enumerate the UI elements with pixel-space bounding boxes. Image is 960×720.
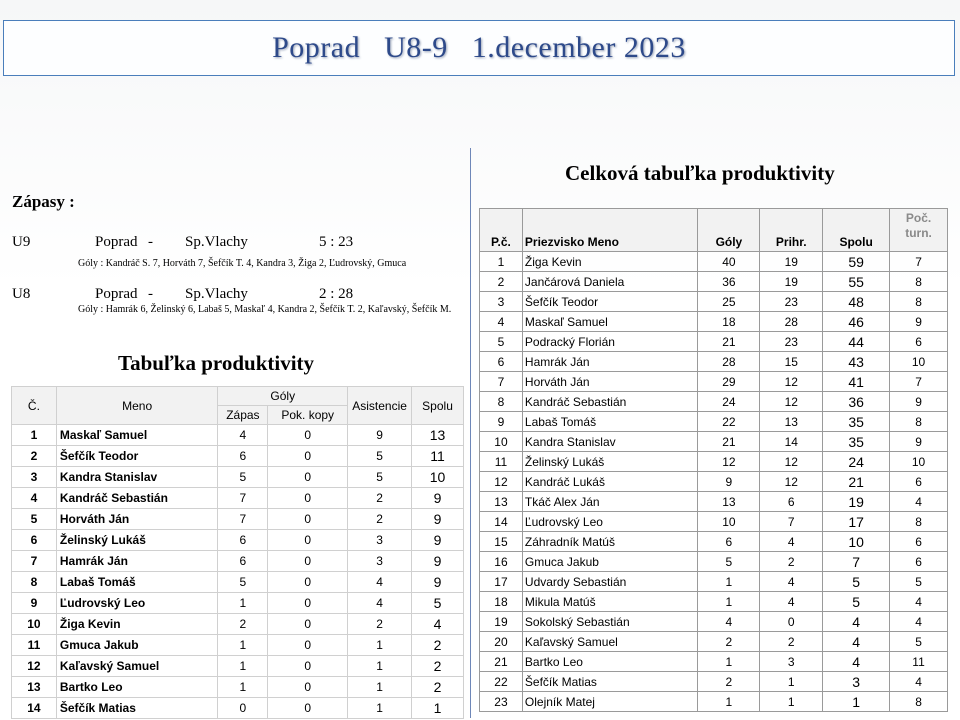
header-zapas: Zápas: [218, 406, 268, 425]
cell-goals: 25: [698, 292, 760, 312]
cell-num: 5: [12, 509, 57, 530]
cell-name: Želinský Lukáš: [522, 452, 698, 472]
header-assists: Asistencie: [348, 387, 412, 425]
cell-name: Kandráč Sebastián: [56, 488, 218, 509]
cell-num: 12: [12, 656, 57, 677]
cell-assists: 12: [760, 372, 823, 392]
header-tournaments-line1: Poč.: [905, 211, 932, 225]
cell-total: 35: [823, 412, 890, 432]
table-row: [480, 572, 948, 592]
cell-name: Hamrák Ján: [522, 352, 698, 372]
cell-zapas: 6: [218, 446, 268, 467]
cell-goals: 24: [698, 392, 760, 412]
cell-tournaments: 8: [890, 272, 948, 292]
cell-num: 21: [480, 652, 523, 672]
table-row: [12, 614, 464, 635]
cell-tournaments: 11: [890, 652, 948, 672]
cell-goals: 13: [698, 492, 760, 512]
header-name: Meno: [56, 387, 218, 425]
match-dash: -: [148, 286, 153, 302]
table-row: [12, 509, 464, 530]
cell-zapas: 1: [218, 593, 268, 614]
cell-penalty: 0: [268, 698, 348, 719]
cell-goals: 21: [698, 432, 760, 452]
table-row: [480, 312, 948, 332]
cell-total: 5: [823, 572, 890, 592]
cell-assists: 1: [348, 698, 412, 719]
cell-tournaments: 10: [890, 452, 948, 472]
table-row: [12, 488, 464, 509]
cell-name: Záhradník Matúš: [522, 532, 698, 552]
cell-assists: 5: [348, 467, 412, 488]
cell-name: Kaľavský Samuel: [56, 656, 218, 677]
match-home-team: Poprad: [95, 286, 138, 302]
cell-goals: 5: [698, 552, 760, 572]
cell-name: Podracký Florián: [522, 332, 698, 352]
cell-penalty: 0: [268, 530, 348, 551]
cell-name: Kandráč Sebastián: [522, 392, 698, 412]
match-category: U9: [12, 234, 31, 250]
cell-tournaments: 4: [890, 592, 948, 612]
cell-total: 2: [412, 677, 464, 698]
cell-name: Jančárová Daniela: [522, 272, 698, 292]
cell-name: Kaľavský Samuel: [522, 632, 698, 652]
cell-total: 4: [823, 652, 890, 672]
matches-heading: Zápasy :: [12, 192, 75, 211]
cell-total: 7: [823, 552, 890, 572]
cell-assists: 3: [348, 551, 412, 572]
table-row: [12, 656, 464, 677]
cell-total: 9: [412, 572, 464, 593]
cell-name: Kandra Stanislav: [522, 432, 698, 452]
table-row: [12, 635, 464, 656]
cell-num: 14: [12, 698, 57, 719]
cell-total: 48: [823, 292, 890, 312]
cell-num: 10: [12, 614, 57, 635]
cell-assists: 19: [760, 272, 823, 292]
header-total: Spolu: [823, 209, 890, 252]
table-row: [12, 467, 464, 488]
cell-name: Bartko Leo: [522, 652, 698, 672]
table-row: [12, 593, 464, 614]
cell-num: 17: [480, 572, 523, 592]
cell-assists: 28: [760, 312, 823, 332]
cell-assists: 2: [760, 552, 823, 572]
cell-tournaments: 7: [890, 252, 948, 272]
cell-name: Ľudrovský Leo: [56, 593, 218, 614]
header-assists: Prihr.: [760, 209, 823, 252]
cell-zapas: 7: [218, 488, 268, 509]
cell-zapas: 5: [218, 467, 268, 488]
table-row: [480, 432, 948, 452]
cell-total: 9: [412, 530, 464, 551]
cell-num: 6: [12, 530, 57, 551]
cell-num: 11: [12, 635, 57, 656]
cell-name: Maskaľ Samuel: [522, 312, 698, 332]
table-row: [480, 552, 948, 572]
cell-goals: 1: [698, 652, 760, 672]
cell-zapas: 2: [218, 614, 268, 635]
cell-goals: 2: [698, 632, 760, 652]
cell-total: 21: [823, 472, 890, 492]
cell-penalty: 0: [268, 593, 348, 614]
cell-name: Želinský Lukáš: [56, 530, 218, 551]
cell-num: 23: [480, 692, 523, 712]
cell-assists: 12: [760, 452, 823, 472]
cell-assists: 1: [760, 692, 823, 712]
cell-total: 36: [823, 392, 890, 412]
header-num: P.č.: [480, 209, 523, 252]
cell-zapas: 0: [218, 698, 268, 719]
table-row: [12, 446, 464, 467]
cell-total: 10: [412, 467, 464, 488]
cell-name: Maskaľ Samuel: [56, 425, 218, 446]
cell-assists: 4: [760, 572, 823, 592]
match-category: U8: [12, 286, 31, 302]
cell-num: 1: [480, 252, 523, 272]
cell-tournaments: 5: [890, 632, 948, 652]
match-dash: -: [148, 234, 153, 250]
cell-assists: 19: [760, 252, 823, 272]
cell-assists: 1: [348, 635, 412, 656]
cell-total: 4: [823, 612, 890, 632]
cell-goals: 18: [698, 312, 760, 332]
cell-num: 16: [480, 552, 523, 572]
cell-total: 43: [823, 352, 890, 372]
cell-total: 1: [412, 698, 464, 719]
cell-tournaments: 9: [890, 432, 948, 452]
cell-total: 9: [412, 551, 464, 572]
cell-assists: 4: [760, 532, 823, 552]
cell-num: 12: [480, 472, 523, 492]
cell-name: Ľudrovský Leo: [522, 512, 698, 532]
cell-tournaments: 8: [890, 412, 948, 432]
cell-goals: 40: [698, 252, 760, 272]
cell-assists: 0: [760, 612, 823, 632]
cell-total: 17: [823, 512, 890, 532]
cell-assists: 4: [348, 593, 412, 614]
overall-table-body: [480, 252, 948, 712]
cell-total: 2: [412, 635, 464, 656]
cell-num: 19: [480, 612, 523, 632]
cell-assists: 2: [348, 509, 412, 530]
table-row: [12, 551, 464, 572]
cell-penalty: 0: [268, 488, 348, 509]
cell-assists: 2: [348, 488, 412, 509]
table-row: [12, 425, 464, 446]
cell-num: 9: [480, 412, 523, 432]
page-title: Poprad U8-9 1.december 2023: [272, 31, 686, 64]
cell-name: Labaš Tomáš: [522, 412, 698, 432]
header-penalty: Pok. kopy: [268, 406, 348, 425]
table-row: [480, 492, 948, 512]
cell-assists: 6: [760, 492, 823, 512]
cell-name: Šefčík Matias: [56, 698, 218, 719]
cell-total: 5: [412, 593, 464, 614]
cell-zapas: 7: [218, 509, 268, 530]
cell-name: Gmuca Jakub: [522, 552, 698, 572]
cell-num: 7: [12, 551, 57, 572]
cell-total: 4: [823, 632, 890, 652]
cell-assists: 4: [348, 572, 412, 593]
cell-goals: 1: [698, 592, 760, 612]
cell-assists: 23: [760, 292, 823, 312]
cell-name: Žiga Kevin: [522, 252, 698, 272]
cell-goals: 12: [698, 452, 760, 472]
cell-goals: 1: [698, 692, 760, 712]
table-row: [12, 677, 464, 698]
cell-tournaments: 6: [890, 472, 948, 492]
cell-total: 1: [823, 692, 890, 712]
cell-num: 2: [12, 446, 57, 467]
cell-goals: 22: [698, 412, 760, 432]
cell-penalty: 0: [268, 656, 348, 677]
cell-num: 5: [480, 332, 523, 352]
cell-goals: 21: [698, 332, 760, 352]
cell-assists: 5: [348, 446, 412, 467]
cell-num: 2: [480, 272, 523, 292]
cell-assists: 12: [760, 472, 823, 492]
cell-tournaments: 6: [890, 332, 948, 352]
cell-total: 11: [412, 446, 464, 467]
cell-total: 13: [412, 425, 464, 446]
header-tournaments: [890, 209, 948, 252]
cell-goals: 1: [698, 572, 760, 592]
cell-total: 4: [412, 614, 464, 635]
cell-goals: 29: [698, 372, 760, 392]
match-away-team: Sp.Vlachy: [185, 234, 248, 250]
cell-name: Šefčík Teodor: [522, 292, 698, 312]
cell-penalty: 0: [268, 446, 348, 467]
cell-name: Horváth Ján: [522, 372, 698, 392]
cell-tournaments: 4: [890, 672, 948, 692]
cell-tournaments: 8: [890, 292, 948, 312]
cell-tournaments: 8: [890, 512, 948, 532]
cell-zapas: 4: [218, 425, 268, 446]
cell-name: Labaš Tomáš: [56, 572, 218, 593]
cell-assists: 1: [348, 656, 412, 677]
cell-name: Šefčík Teodor: [56, 446, 218, 467]
cell-penalty: 0: [268, 677, 348, 698]
header-num: Č.: [12, 387, 57, 425]
header-goals: Góly: [698, 209, 760, 252]
cell-num: 4: [12, 488, 57, 509]
cell-total: 2: [412, 656, 464, 677]
cell-total: 9: [412, 488, 464, 509]
header-name: Priezvisko Meno: [522, 209, 698, 252]
cell-assists: 1: [348, 677, 412, 698]
cell-assists: 1: [760, 672, 823, 692]
table-row: [480, 472, 948, 492]
header-tournaments-line2: turn.: [905, 226, 932, 240]
table-row: [480, 632, 948, 652]
header-goals: Góly: [218, 387, 348, 406]
cell-tournaments: 7: [890, 372, 948, 392]
cell-num: 22: [480, 672, 523, 692]
match-away-team: Sp.Vlachy: [185, 286, 248, 302]
cell-total: 44: [823, 332, 890, 352]
cell-goals: 28: [698, 352, 760, 372]
cell-zapas: 1: [218, 635, 268, 656]
cell-penalty: 0: [268, 509, 348, 530]
header-total: Spolu: [412, 387, 464, 425]
productivity-table-body: [12, 425, 464, 719]
cell-num: 3: [12, 467, 57, 488]
cell-name: Kandra Stanislav: [56, 467, 218, 488]
table-row: [480, 272, 948, 292]
cell-zapas: 5: [218, 572, 268, 593]
cell-penalty: 0: [268, 467, 348, 488]
cell-assists: 9: [348, 425, 412, 446]
cell-num: 8: [12, 572, 57, 593]
cell-goals: 36: [698, 272, 760, 292]
table-row: [480, 452, 948, 472]
cell-name: Žiga Kevin: [56, 614, 218, 635]
cell-assists: 14: [760, 432, 823, 452]
cell-tournaments: 8: [890, 692, 948, 712]
cell-total: 55: [823, 272, 890, 292]
table-row: [480, 612, 948, 632]
table-row: [480, 372, 948, 392]
cell-assists: 3: [348, 530, 412, 551]
cell-total: 9: [412, 509, 464, 530]
cell-assists: 13: [760, 412, 823, 432]
cell-num: 14: [480, 512, 523, 532]
cell-assists: 15: [760, 352, 823, 372]
table-row: [480, 252, 948, 272]
cell-name: Sokolský Sebastián: [522, 612, 698, 632]
cell-goals: 2: [698, 672, 760, 692]
table-row: [12, 572, 464, 593]
productivity-table: [11, 386, 464, 719]
cell-name: Udvardy Sebastián: [522, 572, 698, 592]
table-row: [480, 532, 948, 552]
column-divider: [470, 148, 471, 718]
cell-assists: 23: [760, 332, 823, 352]
cell-total: 24: [823, 452, 890, 472]
table-row: [480, 592, 948, 612]
cell-num: 3: [480, 292, 523, 312]
cell-tournaments: 6: [890, 532, 948, 552]
cell-total: 5: [823, 592, 890, 612]
cell-num: 13: [480, 492, 523, 512]
cell-num: 13: [12, 677, 57, 698]
cell-assists: 2: [348, 614, 412, 635]
cell-name: Kandráč Lukáš: [522, 472, 698, 492]
cell-tournaments: 4: [890, 492, 948, 512]
cell-num: 4: [480, 312, 523, 332]
cell-goals: 9: [698, 472, 760, 492]
cell-zapas: 1: [218, 656, 268, 677]
table-row: [480, 292, 948, 312]
cell-penalty: 0: [268, 572, 348, 593]
cell-name: Šefčík Matias: [522, 672, 698, 692]
table-row: [12, 530, 464, 551]
cell-name: Hamrák Ján: [56, 551, 218, 572]
cell-assists: 4: [760, 592, 823, 612]
cell-total: 35: [823, 432, 890, 452]
cell-num: 6: [480, 352, 523, 372]
cell-name: Olejník Matej: [522, 692, 698, 712]
table-row: [480, 332, 948, 352]
cell-assists: 3: [760, 652, 823, 672]
cell-num: 20: [480, 632, 523, 652]
title-box: [3, 20, 955, 76]
cell-name: Mikula Matúš: [522, 592, 698, 612]
match-home-team: Poprad: [95, 234, 138, 250]
cell-goals: 4: [698, 612, 760, 632]
cell-total: 3: [823, 672, 890, 692]
cell-tournaments: 9: [890, 312, 948, 332]
cell-num: 10: [480, 432, 523, 452]
cell-assists: 2: [760, 632, 823, 652]
cell-total: 19: [823, 492, 890, 512]
match-score: 2 : 28: [319, 286, 354, 302]
overall-table: [479, 208, 948, 712]
table-row: [12, 698, 464, 719]
table-row: [480, 652, 948, 672]
cell-num: 15: [480, 532, 523, 552]
match-goals-u9: Góly : Kandráč S. 7, Horváth 7, Šefčík T. 4, Kandra 3, Žiga 2, Ľudrovský, Gmuca: [78, 258, 407, 269]
cell-goals: 6: [698, 532, 760, 552]
cell-num: 8: [480, 392, 523, 412]
cell-total: 59: [823, 252, 890, 272]
cell-zapas: 6: [218, 551, 268, 572]
table-row: [480, 412, 948, 432]
cell-num: 11: [480, 452, 523, 472]
cell-name: Tkáč Alex Ján: [522, 492, 698, 512]
table-row: [480, 392, 948, 412]
table-row: [480, 352, 948, 372]
cell-zapas: 6: [218, 530, 268, 551]
cell-num: 7: [480, 372, 523, 392]
cell-num: 1: [12, 425, 57, 446]
cell-tournaments: 5: [890, 572, 948, 592]
cell-tournaments: 10: [890, 352, 948, 372]
cell-name: Horváth Ján: [56, 509, 218, 530]
cell-total: 46: [823, 312, 890, 332]
match-goals-u8: Góly : Hamrák 6, Želinský 6, Labaš 5, Maskaľ 4, Kandra 2, Šefčík T. 2, Kaľavský, Šefčík M.: [78, 304, 452, 315]
cell-penalty: 0: [268, 635, 348, 656]
cell-penalty: 0: [268, 551, 348, 572]
table1-title: Tabuľka produktivity: [118, 351, 315, 375]
cell-zapas: 1: [218, 677, 268, 698]
table-row: [480, 672, 948, 692]
cell-tournaments: 6: [890, 552, 948, 572]
table2-title: Celková tabuľka produktivity: [565, 161, 835, 185]
match-score: 5 : 23: [319, 234, 354, 250]
cell-tournaments: 9: [890, 392, 948, 412]
cell-total: 41: [823, 372, 890, 392]
cell-tournaments: 4: [890, 612, 948, 632]
table-row: [480, 512, 948, 532]
cell-name: Bartko Leo: [56, 677, 218, 698]
cell-name: Gmuca Jakub: [56, 635, 218, 656]
cell-assists: 12: [760, 392, 823, 412]
cell-num: 18: [480, 592, 523, 612]
cell-goals: 10: [698, 512, 760, 532]
cell-total: 10: [823, 532, 890, 552]
cell-penalty: 0: [268, 425, 348, 446]
cell-assists: 7: [760, 512, 823, 532]
cell-penalty: 0: [268, 614, 348, 635]
cell-num: 9: [12, 593, 57, 614]
table-row: [480, 692, 948, 712]
